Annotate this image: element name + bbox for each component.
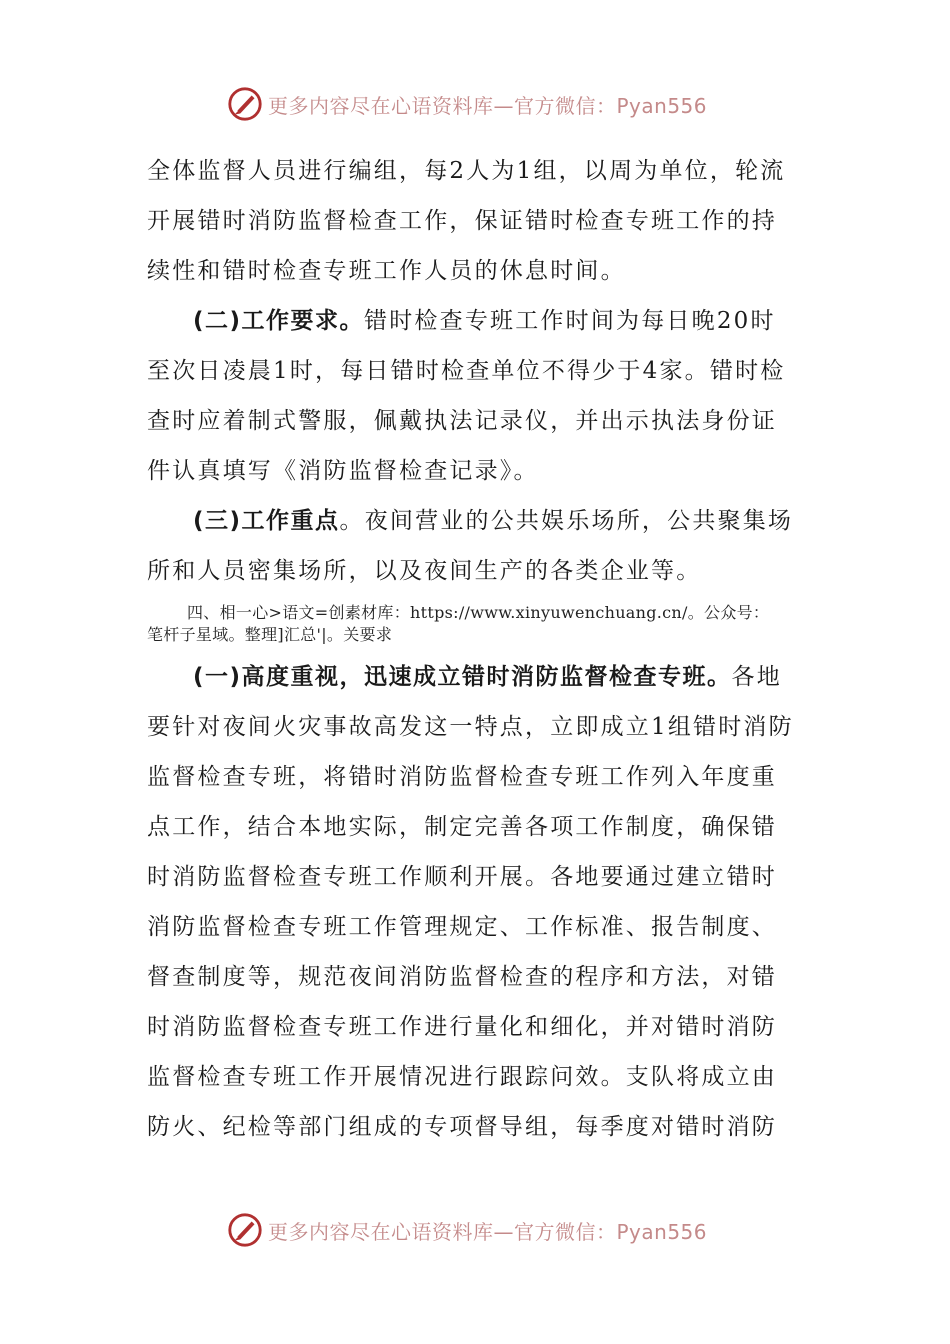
text-line: 要针对夜间火灾事故高发这一特点，立即成立1组错时消防 [147, 714, 794, 740]
section-heading: (二)工作要求。 [193, 308, 365, 334]
paragraph-work-requirements [147, 296, 807, 496]
text-span: 各地 [731, 664, 782, 690]
paragraph-work-focus [147, 496, 807, 596]
text-line: 点工作，结合本地实际，制定完善各项工作制度，确保错 [147, 814, 777, 840]
inserted-note [147, 602, 807, 646]
text-line: 时消防监督检查专班工作顺利开展。各地要通过建立错时 [147, 864, 777, 890]
text-line: 至次日凌晨1时，每日错时检查单位不得少于4家。错时检 [147, 358, 786, 384]
text-line [147, 496, 807, 546]
paragraph-1 [147, 146, 807, 296]
text-span: 。夜间营业的公共娱乐场所，公共聚集场 [339, 508, 794, 534]
header-watermark-banner [226, 84, 726, 124]
text-line: 督查制度等，规范夜间消防监督检查的程序和方法，对错 [147, 964, 777, 990]
text-line: 全体监督人员进行编组，每2人为1组，以周为单位，轮流 [147, 158, 786, 184]
text-line: 所和人员密集场所，以及夜间生产的各类企业等。 [147, 558, 702, 584]
text-line: 防火、纪检等部门组成的专项督导组，每季度对错时消防 [147, 1114, 777, 1140]
footer-banner-text: 更多内容尽在心语资料库—官方微信：Pyan556 [268, 1219, 708, 1244]
text-line: 监督检查专班工作开展情况进行跟踪问效。支队将成立由 [147, 1064, 777, 1090]
small-text-line: 四、相一心>语文=创素材库：https://www.xinyuwenchuang.cn/。公众号： [187, 603, 770, 622]
text-line [147, 296, 807, 346]
text-line: 监督检查专班，将错时消防监督检查专班工作列入年度重 [147, 764, 777, 790]
text-line: 消防监督检查专班工作管理规定、工作标准、报告制度、 [147, 914, 777, 940]
text-line: 件认真填写《消防监督检查记录》。 [147, 458, 539, 484]
pen-logo-icon [226, 85, 264, 123]
pen-logo-icon [226, 1211, 264, 1249]
paragraph-high-attention [147, 652, 807, 1152]
document-body [147, 146, 807, 1152]
section-heading: (三)工作重点 [193, 508, 340, 534]
small-text-line: 笔杆子星域。整理]汇总'|。关要求 [147, 625, 393, 644]
text-line: 开展错时消防监督检查工作，保证错时检查专班工作的持 [147, 208, 777, 234]
text-line: 查时应着制式警服，佩戴执法记录仪，并出示执法身份证 [147, 408, 777, 434]
header-banner-text: 更多内容尽在心语资料库—官方微信：Pyan556 [268, 93, 708, 118]
text-line [147, 652, 807, 702]
text-span: 错时检查专班工作时间为每日晚20时 [364, 308, 776, 334]
text-line: 续性和错时检查专班工作人员的休息时间。 [147, 258, 626, 284]
footer-watermark-banner [226, 1210, 726, 1250]
text-line: 时消防监督检查专班工作进行量化和细化，并对错时消防 [147, 1014, 777, 1040]
section-heading: (一)高度重视，迅速成立错时消防监督检查专班。 [193, 664, 732, 690]
